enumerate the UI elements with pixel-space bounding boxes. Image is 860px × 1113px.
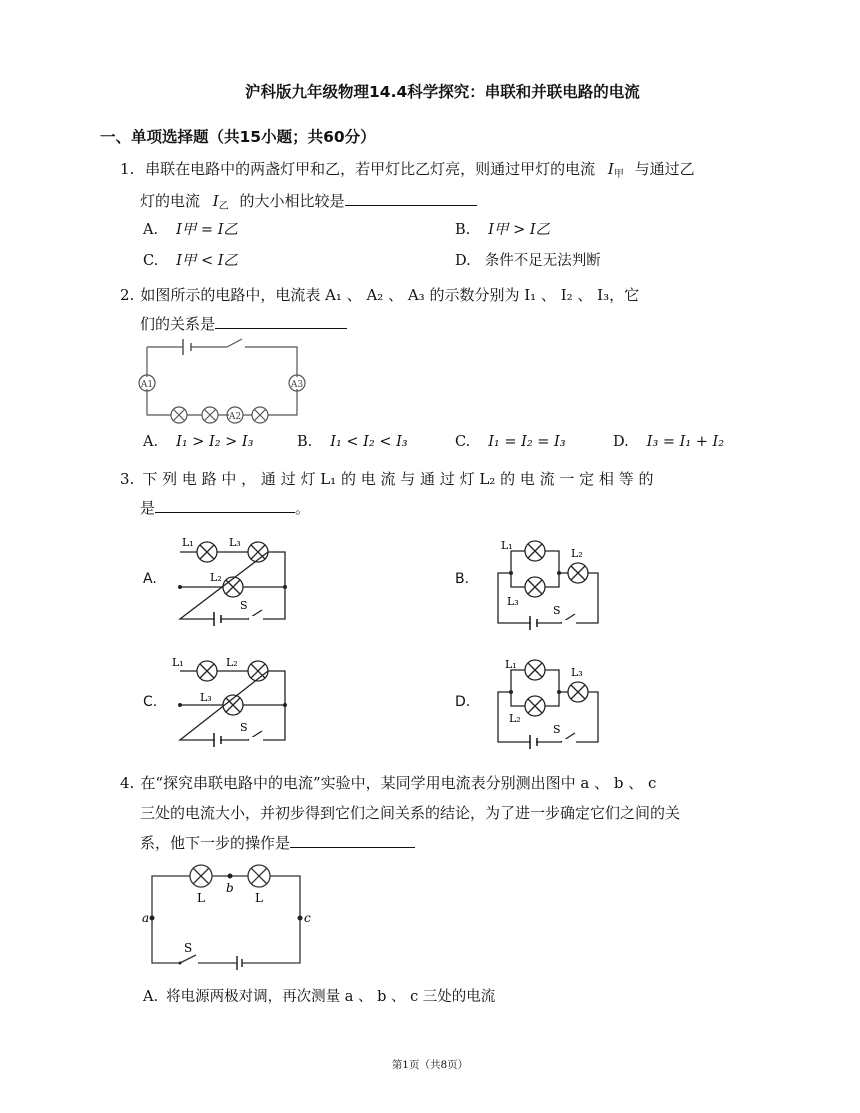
answer-blank[interactable] <box>345 191 477 206</box>
q3-circuit-b <box>493 537 608 629</box>
svg-text:L₃: L₃ <box>229 536 241 549</box>
q2-line1: 2. 如图所示的电路中，电流表 A₁ 、 A₂ 、 A₃ 的示数分别为 I₁ 、 I₂ 、 I₃，它 <box>120 286 640 304</box>
q3-circuit-c <box>170 655 295 750</box>
q1-option-d[interactable]: D. 条件不足无法判断 <box>455 253 601 269</box>
svg-text:S: S <box>240 599 248 612</box>
svg-text:a: a <box>142 911 150 925</box>
q3-circuit-a <box>170 532 295 627</box>
svg-text:c: c <box>304 911 311 925</box>
q4-circuit-diagram <box>140 858 310 973</box>
svg-text:L₂: L₂ <box>571 547 583 560</box>
svg-text:L₂: L₂ <box>226 656 238 669</box>
svg-text:L₁: L₁ <box>172 656 184 669</box>
q3-option-d[interactable]: D. <box>455 694 471 710</box>
q2-line2: 们的关系是 <box>140 313 347 334</box>
q4-option-a[interactable]: A. 将电源两极对调，再次测量 a 、 b 、 c 三处的电流 <box>143 989 496 1005</box>
q1-option-b[interactable]: B. I甲 > I乙 <box>455 222 551 238</box>
svg-text:L: L <box>197 891 205 905</box>
q2-option-c[interactable]: C. I₁ = I₂ = I₃ <box>455 434 566 450</box>
answer-blank[interactable] <box>215 314 347 329</box>
svg-text:L₃: L₃ <box>571 666 583 679</box>
meter-a3-label: A3 <box>290 380 304 390</box>
svg-text:L₂: L₂ <box>509 712 521 725</box>
q1-option-c[interactable]: C. I甲 < I乙 <box>143 253 239 269</box>
q1-line2: 灯的电流 $I_乙$ 的大小相比较是 <box>140 190 477 212</box>
q4-line3: 系，他下一步的操作是 <box>140 832 415 853</box>
q3-circuit-d <box>493 656 608 748</box>
svg-text:L₁: L₁ <box>501 539 513 552</box>
svg-text:L₃: L₃ <box>200 691 212 704</box>
meter-a2-label: A2 <box>228 412 242 422</box>
q1-line1: 1. 串联在电路中的两盏灯甲和乙，若甲灯比乙灯亮，则通过甲灯的电流 $I_甲$ 与通过乙 <box>120 160 695 180</box>
q3-option-b[interactable]: B. <box>455 571 470 587</box>
q3-line1: 3. 下 列 电 路 中 ， 通 过 灯 L₁ 的 电 流 与 通 过 灯 L₂ 的 电 流 一 定 相 等 的 <box>120 470 654 488</box>
q4-line2: 三处的电流大小，并初步得到它们之间关系的结论，为了进一步确定它们之间的关 <box>140 804 681 822</box>
q2-option-a[interactable]: A. I₁ > I₂ > I₃ <box>143 434 254 450</box>
q2-circuit-diagram <box>135 335 310 425</box>
svg-text:S: S <box>553 723 561 736</box>
meter-a1-label: A1 <box>140 380 154 390</box>
q1-option-a[interactable]: A. I甲 = I乙 <box>143 222 238 238</box>
answer-blank[interactable] <box>155 498 295 513</box>
svg-text:b: b <box>226 881 234 895</box>
q2-option-b[interactable]: B. I₁ < I₂ < I₃ <box>297 434 408 450</box>
q2-option-d[interactable]: D. I₃ = I₁ + I₂ <box>613 434 725 450</box>
svg-text:S: S <box>240 721 248 734</box>
q3-option-a[interactable]: A. <box>143 571 157 587</box>
svg-text:L₁: L₁ <box>505 658 517 671</box>
section-heading: 一、单项选择题（共15小题；共60分） <box>100 128 376 146</box>
page-title: 沪科版九年级物理14.4科学探究：串联和并联电路的电流 <box>245 83 640 101</box>
q3-option-c[interactable]: C. <box>143 694 158 710</box>
q1-number: 1. <box>120 160 135 178</box>
answer-blank[interactable] <box>290 833 415 848</box>
svg-text:S: S <box>553 604 561 617</box>
q4-line1: 4. 在“探究串联电路中的电流”实验中，某同学用电流表分别测出图中 a 、 b 、 c <box>120 774 657 792</box>
q3-line2: 是 。 <box>140 499 311 517</box>
svg-text:L: L <box>255 891 263 905</box>
page-footer: 第1页（共8页） <box>391 1059 469 1071</box>
svg-text:L₁: L₁ <box>182 536 194 549</box>
svg-text:S: S <box>184 941 193 955</box>
svg-text:L₂: L₂ <box>210 571 222 584</box>
svg-text:L₃: L₃ <box>507 595 519 608</box>
